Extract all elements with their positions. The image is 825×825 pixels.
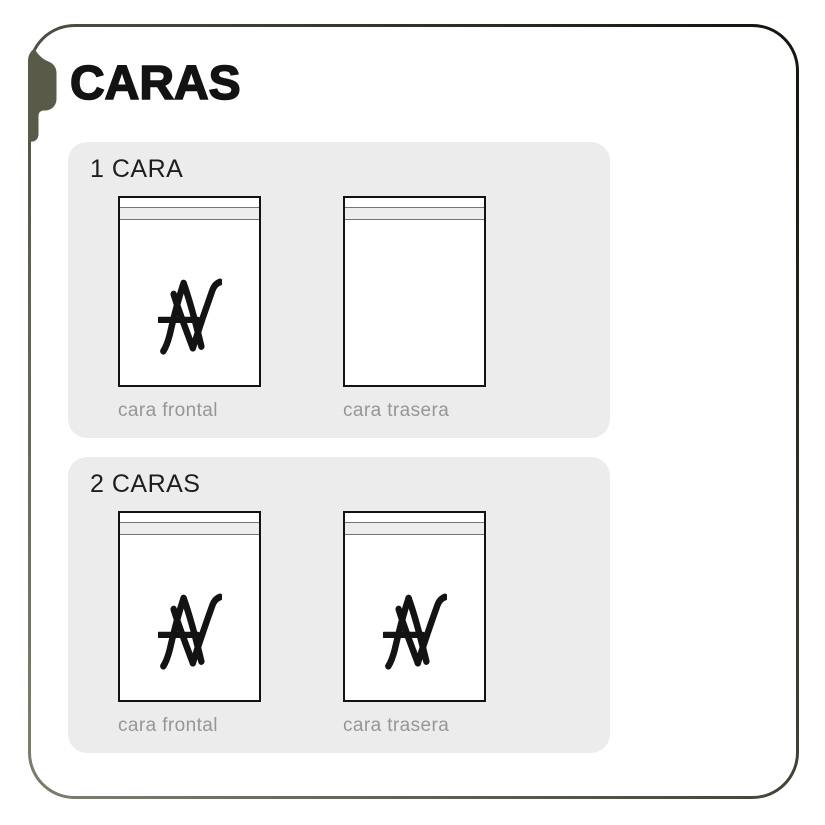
bag-label: cara frontal <box>118 400 218 421</box>
bag-front-illustration <box>118 196 261 387</box>
bag-item-front <box>118 511 261 737</box>
page-title: CARAS <box>70 57 241 110</box>
bag-seal-band <box>345 522 484 535</box>
bag-item-back <box>343 511 486 737</box>
bag-front-illustration <box>118 511 261 702</box>
bag-seal-band <box>345 207 484 220</box>
av-monogram-icon <box>383 592 447 670</box>
section-heading: 2 CARAS <box>90 470 201 498</box>
bag-label: cara frontal <box>118 715 218 736</box>
bag-back-illustration <box>343 196 486 387</box>
bag-label: cara trasera <box>343 715 450 736</box>
bag-seal-band <box>120 522 259 535</box>
section-card-1-cara <box>68 142 610 438</box>
bag-back-illustration <box>343 511 486 702</box>
section-heading: 1 CARA <box>90 155 184 183</box>
section-card-2-caras <box>68 457 610 753</box>
bag-seal-band <box>120 207 259 220</box>
corner-tab-shape <box>28 49 57 142</box>
av-monogram-icon <box>158 592 222 670</box>
bag-item-back <box>343 196 486 422</box>
av-monogram-icon <box>158 277 222 355</box>
bag-label: cara trasera <box>343 400 450 421</box>
bag-item-front <box>118 196 261 422</box>
